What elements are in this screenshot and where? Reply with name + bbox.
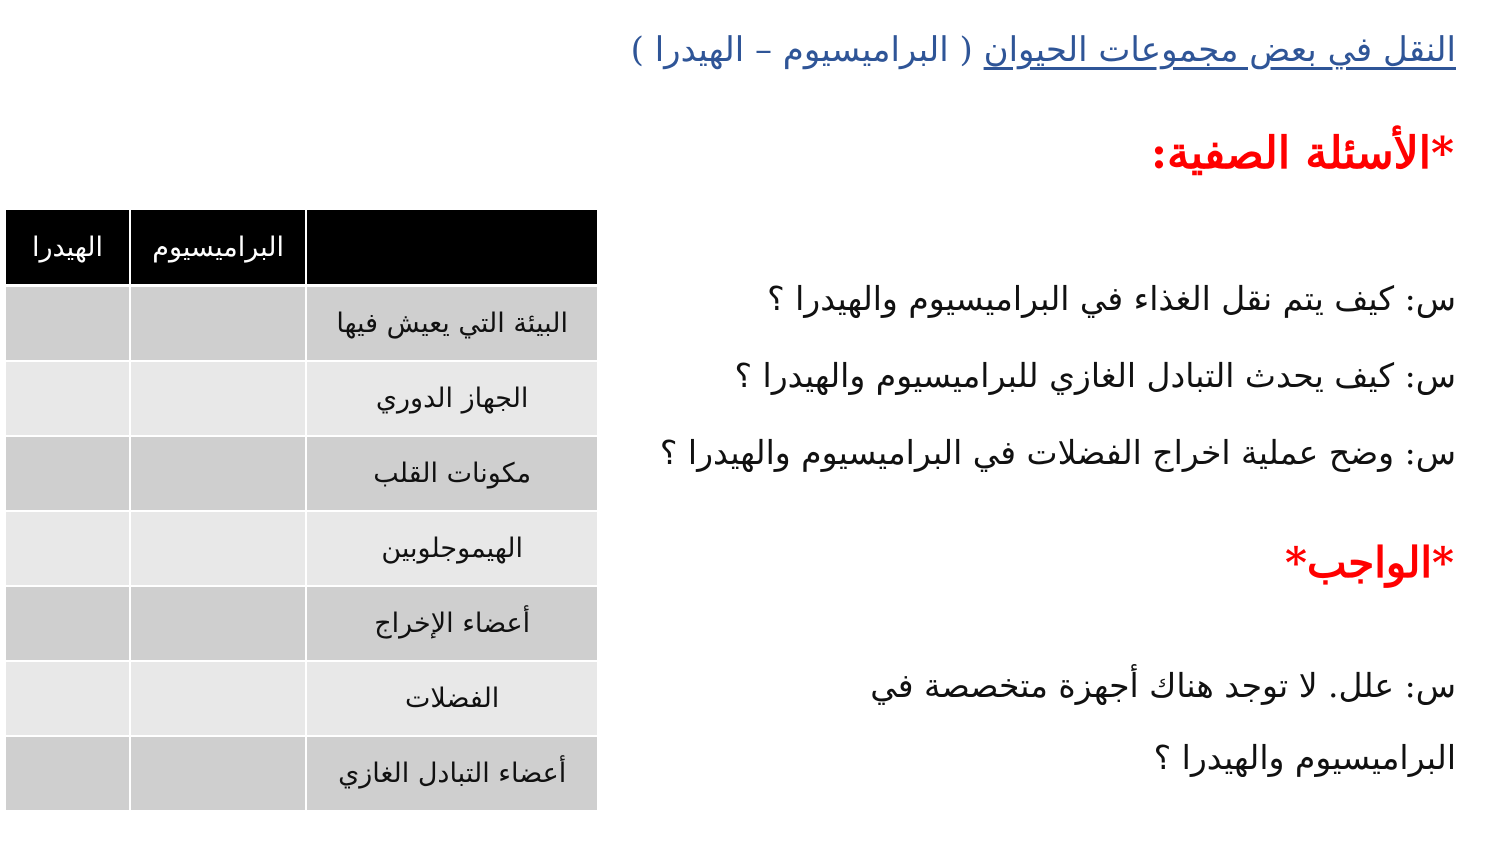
row-label-cell: مكونات القلب [306,436,598,511]
table-header-blank [306,209,598,286]
paramecium-cell[interactable] [130,361,306,436]
table-row [5,736,598,811]
paramecium-cell[interactable] [130,286,306,362]
question-item: س: كيف يحدث التبادل الغازي للبراميسيوم والهيدرا ؟ [734,356,1456,395]
hydra-cell[interactable] [5,436,130,511]
row-label-cell: الفضلات [306,661,598,736]
row-label-cell: الهيموجلوبين [306,511,598,586]
table-row [5,661,598,736]
hydra-cell[interactable] [5,736,130,811]
row-label-cell: الجهاز الدوري [306,361,598,436]
hydra-cell[interactable] [5,286,130,362]
hydra-cell[interactable] [5,661,130,736]
row-label-cell: أعضاء التبادل الغازي [306,736,598,811]
homework-question [816,650,1456,794]
table-row [5,511,598,586]
homework-line: س: علل. لا توجد هناك أجهزة متخصصة في [870,666,1456,705]
hydra-cell[interactable] [5,511,130,586]
question-item: س: كيف يتم نقل الغذاء في البراميسيوم والهيدرا ؟ [767,279,1456,318]
question-item: س: وضح عملية اخراج الفضلات في البراميسيوم والهيدرا ؟ [659,433,1456,472]
table-row [5,361,598,436]
page-title [631,28,1456,72]
paramecium-cell[interactable] [130,511,306,586]
paramecium-cell[interactable] [130,661,306,736]
paramecium-cell[interactable] [130,586,306,661]
homework-line: البراميسيوم والهيدرا ؟ [1153,738,1456,777]
table-row [5,436,598,511]
row-label-cell: البيئة التي يعيش فيها [306,286,598,362]
comparison-table [4,208,599,812]
hydra-cell[interactable] [5,586,130,661]
table-header-hydra: الهيدرا [5,209,130,286]
table-header-row [5,209,598,286]
homework-heading: *الواجب* [1285,538,1454,587]
page-title-main: النقل في بعض مجموعات الحيوان [983,30,1456,70]
table-row [5,286,598,362]
class-questions-heading: *الأسئلة الصفية: [1150,128,1454,179]
table-header-paramecium: البراميسيوم [130,209,306,286]
row-label-cell: أعضاء الإخراج [306,586,598,661]
hydra-cell[interactable] [5,361,130,436]
paramecium-cell[interactable] [130,736,306,811]
paramecium-cell[interactable] [130,436,306,511]
table-row [5,586,598,661]
class-questions-list [616,260,1456,491]
page-title-paren: ( البراميسيوم – الهيدرا ) [630,30,984,70]
